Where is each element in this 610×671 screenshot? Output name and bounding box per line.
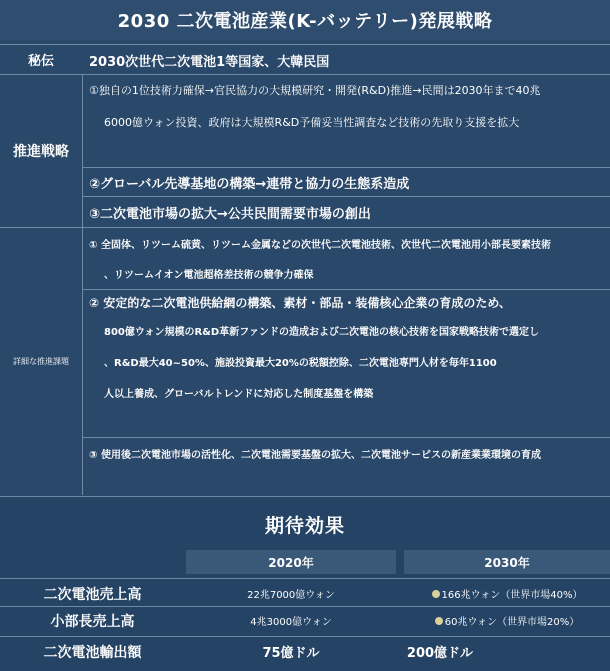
divider [0, 578, 610, 579]
effect-2030-value: 60兆ウォン（世界市場20%） [444, 617, 580, 628]
effect-row-label: 二次電池輸出額 [43, 644, 142, 661]
strategy-item-1-line1: ①独自の1位技術力確保→官民協力の大規模研究・開発(R&D)推進→民間は2030年まで40兆 [89, 84, 541, 97]
vision-text: 2030次世代二次電池1等国家、大韓民国 [89, 55, 330, 70]
divider [82, 289, 610, 290]
column-divider [82, 75, 83, 495]
effect-2030-value: 166兆ウォン（世界市場40%） [441, 590, 583, 601]
page-title: 2030 二次電池産業(K-バッテリー)発展戦略 [0, 0, 610, 40]
effect-2030-cell [404, 608, 610, 633]
task-2-line3: 、R&D最大40~50%、施設投資最大20%の税額控除、二次電池専門人材を毎年1100 [104, 358, 497, 369]
task-1-line1: ① 全固体、リツーム硫黄、リツーム金属などの次世代二次電池技術、次世代二次電池用小部長要素技術 [89, 240, 551, 251]
task-2-line2: 800億ウォン規模のR&D革新ファンドの造成および二次電池の核心技術を国家戦略技術で選定し [104, 327, 539, 338]
effect-2020-value: 22兆7000億ウォン [247, 590, 335, 601]
strategy-item-2: ②グローバル先導基地の構築→連帯と協力の生態系造成 [89, 177, 410, 192]
effect-2020-value: 75億ドル [262, 646, 320, 661]
effects-title: 期待効果 [264, 514, 345, 537]
divider [82, 196, 610, 197]
divider [0, 636, 610, 637]
effect-2030-value: 200億ドル [406, 646, 474, 661]
tasks-label: 詳細な推進課題 [13, 357, 69, 366]
task-1-line2: 、リツームイオン電池超格差技術の競争力確保 [104, 270, 314, 281]
task-2-line4: 人以上養成、グローバルトレンドに対応した制度基盤を構築 [104, 389, 374, 400]
divider [82, 167, 610, 168]
bullet-icon [435, 617, 443, 625]
vision-label: 秘伝 [27, 53, 54, 69]
divider [0, 496, 610, 497]
strategy-label: 推進戦略 [13, 144, 69, 160]
effect-2020-value: 4兆3000億ウォン [250, 617, 332, 628]
divider [0, 606, 610, 607]
divider [0, 44, 610, 45]
divider [82, 437, 610, 438]
effect-row-label: 小部長売上高 [50, 613, 135, 630]
task-3-line1: ③ 使用後二次電池市場の活性化、二次電池需要基盤の拡大、二次電池サービスの新産業業環境の育成 [89, 450, 541, 461]
strategy-item-3: ③二次電池市場の拡大→公共民間需要市場の創出 [89, 207, 371, 222]
effect-2030-cell [404, 581, 610, 606]
year-header-2020: 2020年 [186, 550, 396, 574]
divider [0, 74, 610, 75]
year-header-2030: 2030年 [404, 550, 610, 574]
effect-row-label: 二次電池売上高 [43, 586, 142, 603]
bullet-icon [432, 590, 440, 598]
strategy-item-1-line2: 6000億ウォン投資、政府は大規模R&D予備妥当性調査など技術の先取り支援を拡大 [104, 116, 520, 129]
divider [0, 227, 610, 228]
task-2-line1: ② 安定的な二次電池供給網の構築、素材・部品・装備核心企業の育成のため、 [89, 296, 511, 310]
